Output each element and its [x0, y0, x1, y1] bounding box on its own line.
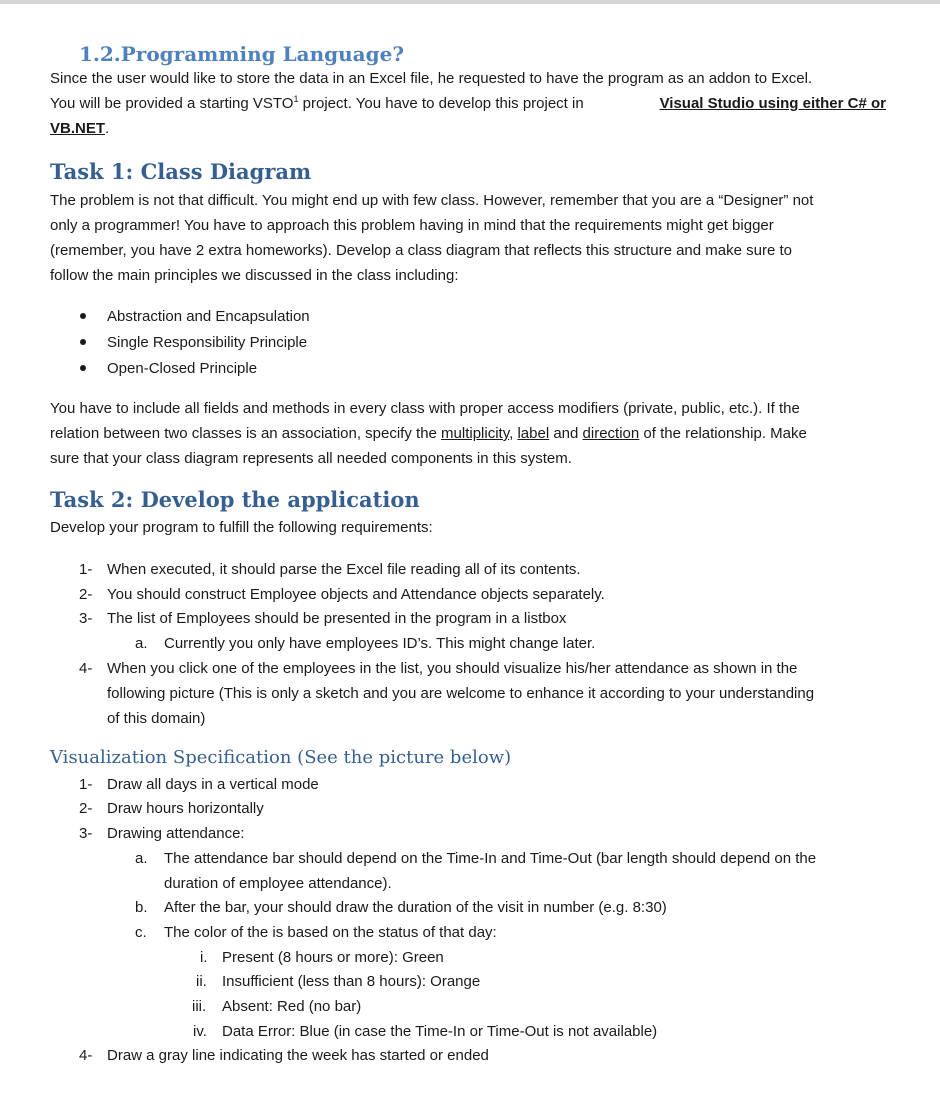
list-marker: c. — [135, 924, 147, 941]
list-marker: 2- — [79, 586, 93, 603]
status-item: Insufficient (less than 8 hours): Orange — [222, 973, 481, 990]
visual-studio-emphasis: Visual Studio using either C# or — [659, 95, 886, 112]
list-marker: iii. — [192, 998, 207, 1015]
list-marker: 1- — [79, 561, 93, 578]
principle-item: Open-Closed Principle — [107, 360, 258, 377]
task1-p2-line-1: You have to include all fields and methods in every class with proper access modifiers (private, public, etc.). If the — [50, 400, 800, 417]
requirement-item: The list of Employees should be presented in the program in a listbox — [107, 610, 567, 627]
list-marker: 3- — [79, 825, 93, 842]
intro-line-1: Since the user would like to store the data in an Excel file, he requested to have the program as an addon to Excel. — [50, 70, 813, 87]
bullet-icon — [80, 365, 86, 371]
intro-line-2-left: You will be provided a starting VSTO$^1$ project. You have to develop this project in — [50, 94, 584, 112]
list-marker: iv. — [193, 1023, 207, 1040]
task1-line-1: The problem is not that difficult. You might end up with few class. However, remember that you are a “Designer” not — [50, 192, 814, 209]
requirement-item: When executed, it should parse the Excel file reading all of its contents. — [107, 561, 581, 578]
list-marker: 4- — [79, 660, 93, 677]
multiplicity-term: multiplicity — [441, 425, 510, 442]
status-item: Present (8 hours or more): Green — [222, 949, 444, 966]
footnote-ref[interactable]: 1 — [293, 94, 299, 104]
list-marker: 2- — [79, 800, 93, 817]
bullet-icon — [80, 313, 86, 319]
intro-paragraph — [50, 66, 886, 141]
status-item: Data Error: Blue (in case the Time-In or Time-Out is not available) — [222, 1023, 658, 1040]
spec-item: Drawing attendance: — [107, 825, 245, 842]
list-marker: a. — [135, 635, 148, 652]
task1-p2-line-3: sure that your class diagram represents all needed components in this system. — [50, 450, 572, 467]
principle-item: Single Responsibility Principle — [107, 334, 308, 351]
list-marker: a. — [135, 850, 148, 867]
page-top-border — [0, 0, 940, 4]
list-marker: 4- — [79, 1047, 93, 1064]
list-marker: 1- — [79, 776, 93, 793]
spec-item: Draw a gray line indicating the week has started or ended — [107, 1047, 489, 1064]
intro-line-3: VB.NET. — [50, 120, 110, 137]
task1-line-3: (remember, you have 2 extra homeworks). Develop a class diagram that reflects this structure and make sure to — [50, 242, 792, 259]
task1-line-2: only a programmer! You have to approach this problem having in mind that the requirements might get bigger — [50, 217, 774, 234]
section-heading: 1.2.Programming Language? — [79, 42, 405, 66]
task1-paragraph — [50, 188, 886, 288]
list-marker: 3- — [79, 610, 93, 627]
list-marker: ii. — [196, 973, 207, 990]
requirement-item: When you click one of the employees in the list, you should visualize his/her attendance as shown in the following picture (This is only a sketch and you are welcome to enhance it according to your understanding of this domain) — [107, 660, 815, 727]
label-term: label — [517, 425, 550, 442]
spec-subitem: The attendance bar should depend on the Time-In and Time-Out (bar length should depend on the duration of employee attendance). — [164, 850, 817, 892]
task1-p2-line-2: relation between two classes is an association, specify the multiplicity, label and direction of the relationship. Make — [50, 425, 807, 442]
requirement-item: You should construct Employee objects and Attendance objects separately. — [107, 586, 605, 603]
status-item: Absent: Red (no bar) — [222, 998, 362, 1015]
list-marker: b. — [135, 899, 148, 916]
task1-heading: Task 1: Class Diagram — [50, 159, 312, 184]
intro-line-2 — [50, 91, 886, 116]
task1-line-4: follow the main principles we discussed in the class including: — [50, 267, 459, 284]
spec-subitem: The color of the is based on the status of that day: — [164, 924, 497, 941]
task2-intro: Develop your program to fulfill the following requirements: — [50, 519, 433, 536]
spec-subitem: After the bar, your should draw the duration of the visit in number (e.g. 8:30) — [164, 899, 667, 916]
principle-item: Abstraction and Encapsulation — [107, 308, 310, 325]
spec-item: Draw all days in a vertical mode — [107, 776, 319, 793]
task1-paragraph-2 — [50, 396, 886, 471]
requirement-subitem: Currently you only have employees ID’s. This might change later. — [164, 635, 596, 652]
list-marker: i. — [200, 949, 208, 966]
bullet-icon — [80, 339, 86, 345]
direction-term: direction — [582, 425, 640, 442]
spec-item: Draw hours horizontally — [107, 800, 264, 817]
task2-heading: Task 2: Develop the application — [50, 487, 420, 512]
visualization-heading: Visualization Specification (See the picture below) — [50, 747, 512, 768]
